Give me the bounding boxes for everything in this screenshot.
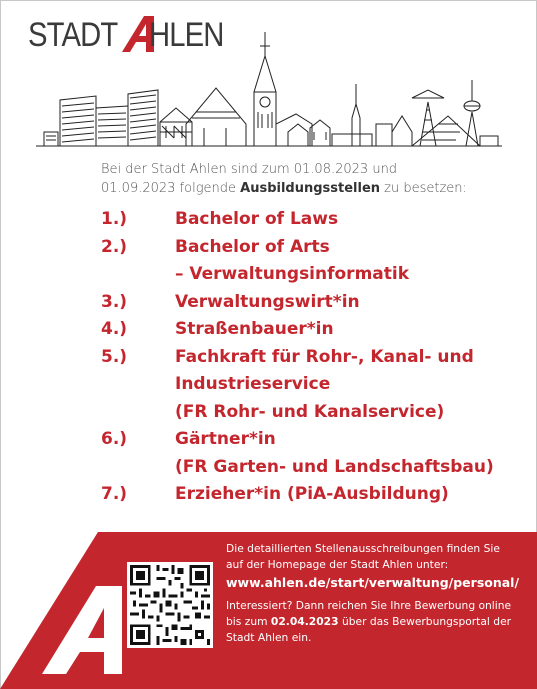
job-number: 6.) — [101, 429, 128, 449]
footer-line-4 — [226, 614, 532, 630]
job-number: 4.) — [101, 319, 128, 339]
intro-text — [101, 160, 521, 198]
job-title-line: Verwaltungswirt*in — [175, 291, 360, 312]
footer-text — [226, 541, 532, 646]
job-title — [175, 344, 531, 427]
job-title-line: Bachelor of Laws — [175, 209, 339, 229]
job-title — [175, 234, 531, 289]
footer-line-4-post: über das Bewerbungsportal der — [338, 615, 512, 628]
job-title — [175, 206, 531, 234]
job-title-line: Erzieher*in (PiA-Ausbildung) — [175, 484, 449, 504]
qr-code-icon[interactable] — [127, 562, 213, 648]
job-title-line: Straßenbauer*in — [175, 319, 334, 339]
footer-line-4-pre: bis zum — [226, 615, 271, 628]
job-number: 5.) — [101, 346, 128, 367]
job-title-line: Industrieservice — [175, 374, 331, 394]
intro-line-2-pre: 01.09.2023 folgende — [101, 181, 241, 196]
footer-line-3: Interessiert? Dann reichen Sie Ihre Bewerbung online — [226, 599, 512, 612]
job-title-line: Gärtner*in — [175, 429, 276, 449]
job-title-line: Fachkraft für Rohr-, Kanal- und — [175, 346, 474, 367]
intro-line-1: Bei der Stadt Ahlen sind zum 01.08.2023 und — [101, 162, 398, 177]
footer-line-1: Die detaillierten Stellenausschreibungen finden Sie — [226, 542, 500, 555]
logo-text-stadt: STADT — [28, 16, 118, 54]
job-item — [101, 316, 531, 344]
logo-text-hlen: HLEN — [149, 16, 224, 54]
job-item — [101, 344, 531, 427]
job-item — [101, 206, 531, 234]
job-item — [101, 426, 531, 481]
job-title-line: Bachelor of Arts — [175, 236, 330, 257]
footer-line-5: Stadt Ahlen ein. — [226, 631, 312, 644]
job-item — [101, 481, 531, 509]
job-title — [175, 289, 531, 317]
job-item — [101, 289, 531, 317]
footer-line-2: auf der Homepage der Stadt Ahlen unter: — [226, 558, 449, 571]
job-number: 7.) — [101, 484, 128, 504]
job-number: 3.) — [101, 291, 128, 312]
job-title-line: (FR Rohr- und Kanalservice) — [175, 401, 445, 422]
intro-line-2-post: zu besetzen: — [380, 181, 467, 196]
application-deadline: 02.04.2023 — [270, 615, 339, 628]
intro-line-2 — [101, 179, 521, 198]
job-number: 1.) — [101, 209, 128, 229]
intro-line-2-bold: Ausbildungsstellen — [240, 181, 381, 196]
job-title — [175, 316, 531, 344]
job-number: 2.) — [101, 236, 128, 257]
job-title — [175, 481, 531, 509]
footer-banner — [0, 524, 537, 689]
job-title-line: (FR Garten- und Landschaftsbau) — [175, 456, 494, 477]
city-skyline-icon — [36, 28, 502, 152]
career-page-link[interactable]: www.ahlen.de/start/verwaltung/personal/ — [226, 575, 520, 590]
job-list — [101, 206, 531, 509]
job-title — [175, 426, 531, 481]
job-title-line: – Verwaltungsinformatik — [175, 264, 410, 284]
job-item — [101, 234, 531, 289]
